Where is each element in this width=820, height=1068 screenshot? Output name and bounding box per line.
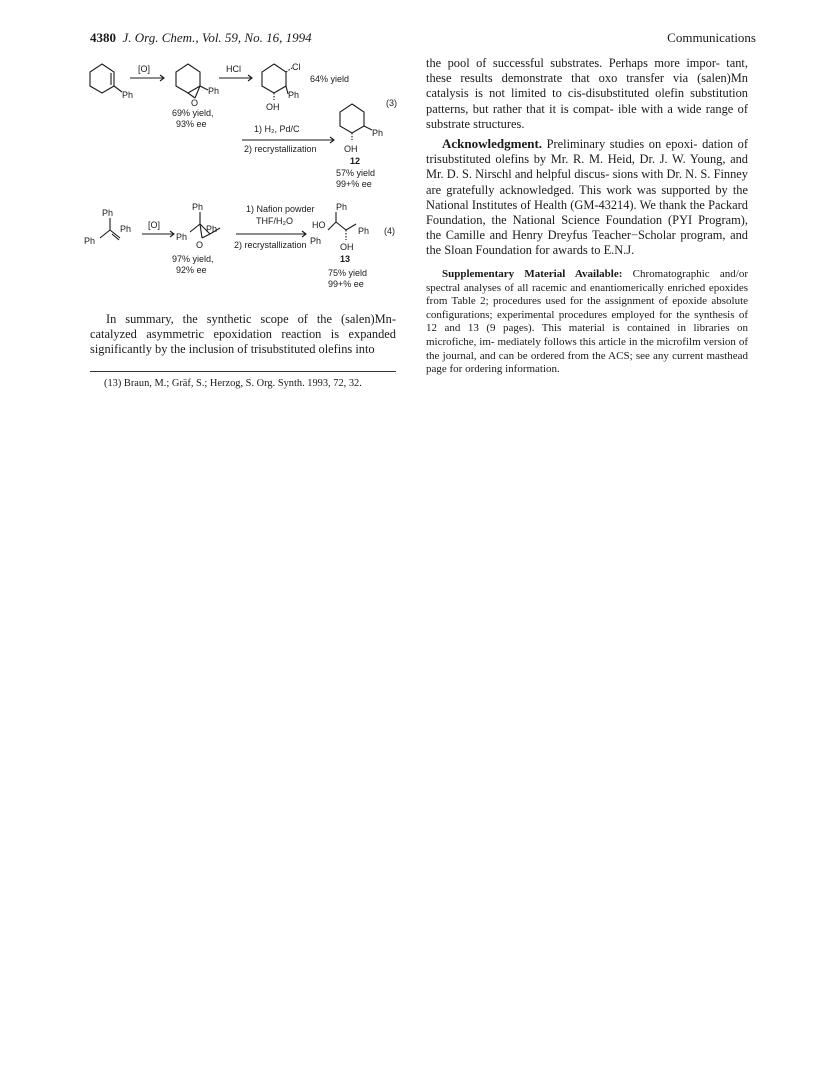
journal-citation: J. Org. Chem., Vol. 59, No. 16, 1994 [122,30,312,45]
eq3-oxidant-label: [O] [138,64,151,74]
eq4-ph-2: Ph [120,224,132,234]
epoxide-ring [176,64,200,93]
acknowledgment-paragraph [426,136,748,259]
conclusion-line: the pool of successful substrates. Perhaps more impor- [426,56,720,70]
section-title: Communications [667,30,756,45]
running-header-left [90,30,312,46]
supplementary-line: enriched epoxides from Table 2; procedures used for the [426,281,749,308]
eq4-product-ee: 99+% ee [328,279,364,289]
eq3-cl: Cl [292,62,301,72]
eq3-ph-2: Ph [208,86,220,96]
summary-line: significantly by the inclusion of trisubstituted olefins into [90,342,375,357]
supplementary-line: and/or spectral analyses of all racemic and enantiomerically [426,268,748,294]
eq3-number: (3) [386,98,397,108]
eq4-ph-5: Ph [206,224,218,234]
supplementary-line: masthead page for ordering information. [426,349,748,376]
product-12-ring [340,104,364,133]
eq3-ph-3: Ph [288,90,300,100]
eq3-ph-1: Ph [122,90,134,100]
eq4-ph-3: Ph [84,236,96,246]
eq3-step2: 2) recrystallization [244,144,317,154]
acknowledgment-line: Camille and Henry Dreyfus Teacher−Scholar program, [445,228,726,243]
summary-line: catalyzed asymmetric epoxidation reaction is expanded [90,327,396,342]
compound-13-label: 13 [340,254,351,264]
eq4-product-yield: 75% yield [328,268,368,278]
eq3-epoxide-ee: 93% ee [176,119,207,129]
epoxide-13-precursor [190,224,200,232]
footnote-13: (13) Braun, M.; Gräf, S.; Herzog, S. Org. Synth. 1993, 72, 32. [104,378,362,389]
eq3-ph-4: Ph [372,128,384,138]
supplementary-line: assignment of epoxide absolute configurations; experimental [426,295,749,321]
acknowledgment-line: Health (GM-43214). We thank the Packard Foundation, [426,197,748,228]
acknowledgment-line: dation of trisubstituted olefins by Mr. R. M. Heid, Dr. [426,137,748,167]
eq3-epoxide-o: O [191,98,199,108]
summary-paragraph [90,312,396,358]
acknowledgment-line: Preliminary studies on epoxi- [546,137,698,151]
supplementary-material-paragraph [426,268,748,377]
supplementary-line: Chromatographic [632,268,710,280]
acknowledgment-line: J. W. Young, and Mr. D. S. Nirschl and helpful discus- [426,152,748,182]
eq4-epoxide-o: O [196,240,204,250]
eq4-ph-4: Ph [192,202,204,212]
conclusion-line: olefin substitution patterns, but rather that it is compat- [426,86,748,116]
footnote-divider [90,371,396,372]
chlorohydrin-ring [262,64,286,93]
cyclohexene-ring [90,64,114,93]
eq4-ho: HO [312,220,326,230]
acknowledgment-line: sions with Dr. N. S. Finney are gratefully acknowledged. [426,167,748,197]
conclusion-line: ible with a wide range of substrate structures. [426,101,748,131]
eq3-step1: 1) H₂, Pd/C [254,124,300,134]
eq3-product-ee: 99+% ee [336,179,372,189]
acknowledgment-heading: Acknowledgment. [442,136,543,151]
eq3-oh-1: OH [266,102,280,112]
acknowledgment-line: and the Sloan Foundation for awards to E.N.J. [426,228,748,258]
eq4-step1b: THF/H₂O [256,216,293,226]
eq4-step1: 1) Nafion powder [246,204,315,214]
page-number: 4380 [90,30,116,45]
eq4-oh: OH [340,242,354,252]
triphenylethylene [100,230,110,238]
eq3-product-yield: 57% yield [336,168,376,178]
conclusion-paragraph [426,56,748,132]
eq4-number: (4) [384,226,395,236]
summary-line: In summary, the synthetic scope of the (salen)Mn- [106,312,396,326]
supplementary-line: journal, and can be ordered from the ACS; see any current [442,349,704,362]
eq4-step2: 2) recrystallization [234,240,307,250]
eq4-ph-7: Ph [336,202,348,212]
eq3-acid-label: HCl [226,64,241,74]
supplementary-line: procedures employed for the synthesis of 12 and 13 (9 pages). [426,308,749,335]
acknowledgment-line: the National Science Foundation (PYI Program), the [426,213,748,243]
acknowledgment-line: This work was supported by the National Institutes of [426,182,748,212]
supplementary-line: This material is contained in libraries on microfiche, im- [426,322,748,348]
eq4-epoxide-yield: 97% yield, [172,254,214,264]
eq4-oxidant-label: [O] [148,220,161,230]
eq4-ph-1: Ph [102,208,114,218]
eq4-ph-8: Ph [358,226,370,236]
eq3-chlorohydrin-yield: 64% yield [310,74,350,84]
conclusion-line: (salen)Mn catalysis is not limited to cis-disubstituted [426,71,748,101]
supplementary-line: mediately follows this article in the microfilm version of the [426,335,748,362]
eq3-oh-2: OH [344,144,358,154]
eq4-ph-9: Ph [310,236,322,246]
eq3-epoxide-yield: 69% yield, [172,108,214,118]
compound-12-label: 12 [350,156,361,166]
diol-13 [328,222,336,230]
conclusion-line: tant, these results demonstrate that oxo transfer via [426,56,748,86]
reaction-scheme [84,52,414,312]
eq4-epoxide-ee: 92% ee [176,265,207,275]
supplementary-heading: Supplementary Material Available: [442,268,623,280]
eq4-ph-6: Ph [176,232,188,242]
